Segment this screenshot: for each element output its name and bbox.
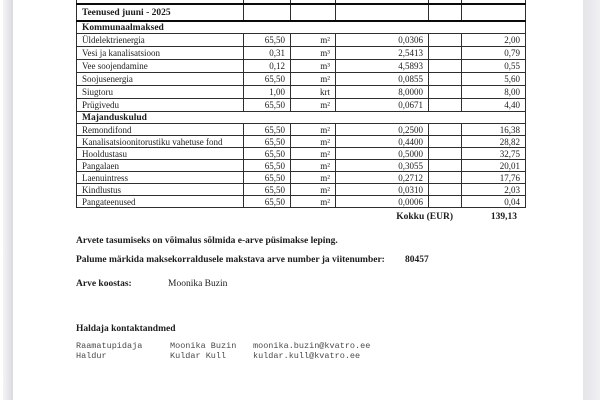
- quantity-cell: 0,31: [244, 47, 291, 60]
- unit-cell: m²: [291, 73, 336, 86]
- price-cell: 0,2712: [336, 172, 429, 184]
- price-cell: 0,0671: [336, 99, 429, 112]
- spacer-cell: [429, 196, 462, 208]
- price-cell: 4,5893: [336, 60, 429, 73]
- contacts-list: [76, 341, 525, 361]
- table-row: [77, 73, 526, 86]
- quantity-cell: 65,50: [244, 172, 291, 184]
- quantity-cell: 65,50: [244, 124, 291, 136]
- spacer-cell: [429, 160, 462, 172]
- total-cell: 32,75: [462, 148, 526, 160]
- reference-note-label: Palume märkida maksekorraldusele makstava arve number ja viitenumber:: [76, 255, 385, 265]
- empty-cell: [429, 4, 462, 21]
- quantity-cell: 1,00: [244, 86, 291, 99]
- spacer-cell: [429, 124, 462, 136]
- quantity-cell: 65,50: [244, 148, 291, 160]
- price-cell: 0,0006: [336, 196, 429, 208]
- spacer-cell: [429, 60, 462, 73]
- service-name-cell: Hooldustasu: [77, 148, 244, 160]
- table-row: [77, 47, 526, 60]
- contact-row: [76, 341, 525, 351]
- period-header-cell: Teenused juuni - 2025: [77, 4, 244, 21]
- total-cell: 0,55: [462, 60, 526, 73]
- empty-cell: [291, 4, 336, 21]
- total-cell: 17,76: [462, 172, 526, 184]
- spacer-cell: [429, 136, 462, 148]
- unit-cell: m²: [291, 184, 336, 196]
- quantity-cell: 65,50: [244, 160, 291, 172]
- service-name-cell: Pangalaen: [77, 160, 244, 172]
- e-invoice-note: Arvete tasumiseks on võimalus sõlmida e-arve püsimakse leping.: [76, 236, 338, 246]
- spacer-cell: [429, 148, 462, 160]
- total-cell: 4,40: [462, 99, 526, 112]
- service-name-cell: Siugtoru: [77, 86, 244, 99]
- price-cell: 0,3055: [336, 160, 429, 172]
- price-cell: 2,5413: [336, 47, 429, 60]
- page-right-shadow: [583, 0, 600, 400]
- quantity-cell: 65,50: [244, 99, 291, 112]
- total-cell: 16,38: [462, 124, 526, 136]
- contact-role: Raamatupidaja: [76, 341, 143, 351]
- prepared-by-label: Arve koostas:: [76, 279, 132, 289]
- service-name-cell: Kanalisatsioonitorustiku vahetuse fond: [77, 136, 244, 148]
- total-cell: 5,60: [462, 73, 526, 86]
- service-name-cell: Kindlustus: [77, 184, 244, 196]
- contact-role: Haldur: [76, 351, 107, 361]
- section-header-cell: Kommunaalmaksed: [77, 21, 526, 34]
- unit-cell: m²: [291, 99, 336, 112]
- section-header-cell: Majanduskulud: [77, 112, 526, 124]
- reference-number: 80457: [405, 255, 429, 265]
- quantity-cell: 0,12: [244, 60, 291, 73]
- total-label: Kokku (EUR): [396, 211, 453, 222]
- unit-cell: m²: [291, 196, 336, 208]
- unit-cell: m²: [291, 160, 336, 172]
- total-cell: 2,00: [462, 34, 526, 47]
- unit-cell: m²: [291, 148, 336, 160]
- table-row: [77, 86, 526, 99]
- quantity-cell: 65,50: [244, 34, 291, 47]
- spacer-cell: [429, 86, 462, 99]
- reference-note: [76, 255, 525, 266]
- unit-cell: m²: [291, 136, 336, 148]
- service-name-cell: Laenuintress: [77, 172, 244, 184]
- service-name-cell: Pangateenused: [77, 196, 244, 208]
- contact-email: kuldar.kull@kvatro.ee: [253, 351, 361, 361]
- empty-cell: [336, 4, 429, 21]
- table-row: [77, 172, 526, 184]
- price-cell: 0,2500: [336, 124, 429, 136]
- prepared-by-name: Moonika Buzin: [168, 279, 228, 289]
- total-cell: 0,79: [462, 47, 526, 60]
- total-cell: 2,03: [462, 184, 526, 196]
- total-cell: 20,01: [462, 160, 526, 172]
- service-name-cell: Prügivedu: [77, 99, 244, 112]
- quantity-cell: 65,50: [244, 196, 291, 208]
- page-left-shadow: [3, 0, 13, 400]
- section-header-row: [77, 112, 526, 124]
- price-cell: 0,4400: [336, 136, 429, 148]
- price-cell: 0,0306: [336, 34, 429, 47]
- unit-cell: m³: [291, 60, 336, 73]
- spacer-cell: [429, 73, 462, 86]
- spacer-cell: [429, 172, 462, 184]
- table-row: [77, 60, 526, 73]
- invoice-total-row: [76, 211, 525, 222]
- unit-cell: m²: [291, 34, 336, 47]
- price-cell: 8,0000: [336, 86, 429, 99]
- table-row: [77, 124, 526, 136]
- period-header-row: [77, 4, 526, 21]
- total-value: 139,13: [490, 211, 517, 222]
- table-row: [77, 160, 526, 172]
- price-cell: 0,0310: [336, 184, 429, 196]
- total-cell: 0,04: [462, 196, 526, 208]
- unit-cell: m²: [291, 172, 336, 184]
- service-name-cell: Vee soojendamine: [77, 60, 244, 73]
- empty-cell: [462, 4, 526, 21]
- total-cell: 28,82: [462, 136, 526, 148]
- unit-cell: m²: [291, 124, 336, 136]
- spacer-cell: [429, 47, 462, 60]
- section-header-row: [77, 21, 526, 34]
- total-cell: 8,00: [462, 86, 526, 99]
- spacer-cell: [429, 184, 462, 196]
- quantity-cell: 65,50: [244, 184, 291, 196]
- contact-row: [76, 351, 525, 361]
- service-name-cell: Remondifond: [77, 124, 244, 136]
- table-row: [77, 184, 526, 196]
- unit-cell: m³: [291, 47, 336, 60]
- spacer-cell: [429, 99, 462, 112]
- table-row: [77, 196, 526, 208]
- invoice-page: [76, 0, 525, 361]
- table-row: [77, 148, 526, 160]
- contact-email: moonika.buzin@kvatro.ee: [253, 341, 371, 351]
- prepared-by-line: [76, 279, 525, 290]
- contact-name: Moonika Buzin: [170, 341, 237, 351]
- price-cell: 0,0855: [336, 73, 429, 86]
- service-name-cell: Vesi ja kanalisatsioon: [77, 47, 244, 60]
- unit-cell: krt: [291, 86, 336, 99]
- manager-contacts-section: [76, 324, 525, 361]
- spacer-cell: [429, 34, 462, 47]
- contacts-header: Haldaja kontaktandmed: [76, 324, 176, 334]
- service-name-cell: Soojusenergia: [77, 73, 244, 86]
- table-row: [77, 99, 526, 112]
- service-name-cell: Üldelektrienergia: [77, 34, 244, 47]
- invoice-table: [76, 0, 526, 208]
- table-row: [77, 34, 526, 47]
- table-row: [77, 136, 526, 148]
- price-cell: 0,5000: [336, 148, 429, 160]
- empty-cell: [244, 4, 291, 21]
- quantity-cell: 65,50: [244, 73, 291, 86]
- quantity-cell: 65,50: [244, 136, 291, 148]
- contact-name: Kuldar Kull: [170, 351, 227, 361]
